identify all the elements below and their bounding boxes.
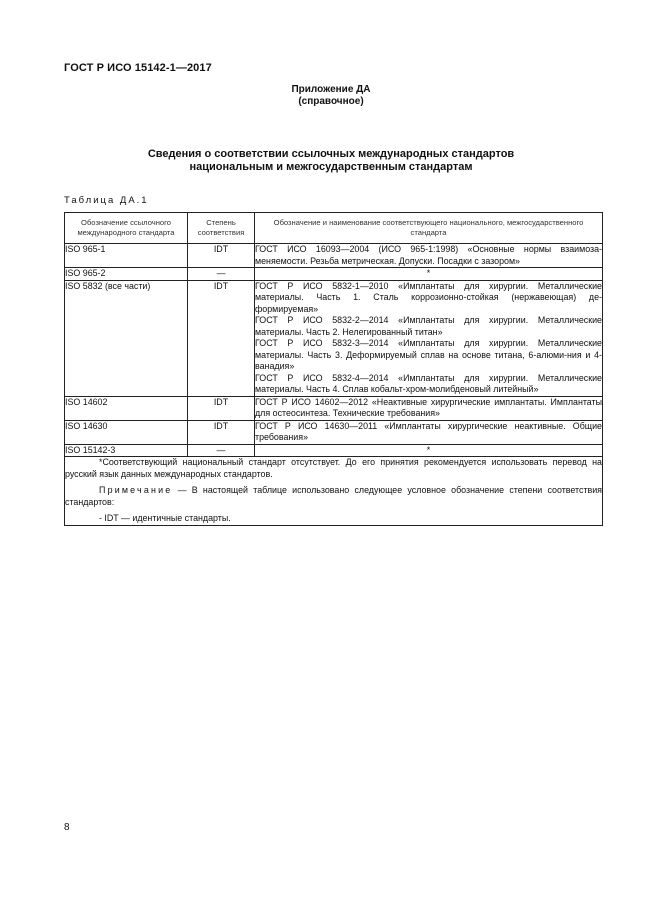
table-row xyxy=(65,280,603,396)
degree-cell: IDT xyxy=(188,420,255,444)
section-title-line-2: национальным и межгосударственным стандартам xyxy=(189,161,473,173)
national-standard-entry: ГОСТ ИСО 16093—2004 (ИСО 965-1:1998) «Основные нормы взаимоза-меняемости. Резьба метрическая. Допуски. Посадки с зазором» xyxy=(255,244,602,266)
national-standard-entry: ГОСТ Р ИСО 5832-4—2014 «Имплантаты для хирургии. Металлические материалы. Часть 4. Сплав кобальт-хром-молибденовый литейный» xyxy=(255,372,602,394)
reference-cell: ISO 965-1 xyxy=(65,244,188,268)
degree-cell: IDT xyxy=(188,396,255,420)
national-cell xyxy=(255,420,603,444)
table-row xyxy=(65,396,603,420)
document-code: ГОСТ Р ИСО 15142-1—2017 xyxy=(64,62,212,74)
reference-cell: ISO 14630 xyxy=(65,420,188,444)
table-header-row xyxy=(65,213,603,244)
table-notes xyxy=(65,457,603,526)
degree-cell: IDT xyxy=(188,244,255,268)
table-label: Таблица ДА.1 xyxy=(64,195,149,206)
reference-cell: ISO 14602 xyxy=(65,396,188,420)
table-row xyxy=(65,244,603,268)
idt-legend: - IDT — идентичные стандарты. xyxy=(99,513,231,523)
header-national-standard: Обозначение и наименование соответствующего национального, межгосударственного стандарта xyxy=(255,213,603,244)
footnote-text: *Соответствующий национальный стандарт отсутствует. До его принятия рекомендуется использовать перевод на русский язык данных международных стандартов. xyxy=(65,457,602,479)
table-row xyxy=(65,420,603,444)
national-standard-entry: ГОСТ Р ИСО 14602—2012 «Неактивные хирургические имплантаты. Имплантаты для остеосинтеза. Технические требования» xyxy=(255,396,602,418)
national-cell xyxy=(255,244,603,268)
header-reference-standard: Обозначение ссылочного международного стандарта xyxy=(65,213,188,244)
appendix-title: Приложение ДА xyxy=(291,84,371,95)
note-heading: Примечание xyxy=(99,485,173,495)
standards-table xyxy=(64,212,603,526)
national-standard-entry: ГОСТ Р ИСО 14630—2011 «Имплантаты хирургические неактивные. Общие требования» xyxy=(255,420,602,442)
table-row xyxy=(65,268,603,281)
table-footer-row xyxy=(65,457,603,526)
reference-cell: ISO 965-2 xyxy=(65,268,188,281)
footnote-marker: * xyxy=(426,444,431,455)
reference-cell: ISO 15142-3 xyxy=(65,444,188,457)
national-standard-entry: ГОСТ Р ИСО 5832-3—2014 «Имплантаты для хирургии. Металлические материалы. Часть 3. Деформируемый сплав на основе титана, 6-алюми-ния и 4-ванадия» xyxy=(255,338,602,371)
section-title xyxy=(64,148,598,174)
appendix-heading xyxy=(64,84,598,108)
national-standard-entry: ГОСТ Р ИСО 5832-1—2010 «Имплантаты для хирургии. Металлические материалы. Часть 1. Сталь коррозионно-стойкая (нержавеющая) де-формируемая» xyxy=(255,280,602,314)
degree-cell: — xyxy=(188,268,255,281)
table-row xyxy=(65,444,603,457)
national-cell xyxy=(255,444,603,457)
section-title-line-1: Сведения о соответствии ссылочных международных стандартов xyxy=(147,148,515,160)
national-cell xyxy=(255,396,603,420)
degree-cell: IDT xyxy=(188,280,255,396)
national-cell xyxy=(255,280,603,396)
page-number: 8 xyxy=(64,822,70,833)
reference-cell: ISO 5832 (все части) xyxy=(65,280,188,396)
note-text: — В настоящей таблице использовано следующее условное обозначение степени соответствия стандартов: xyxy=(65,485,602,507)
appendix-type: (справочное) xyxy=(298,96,364,107)
national-standard-entry: ГОСТ Р ИСО 5832-2—2014 «Имплантаты для хирургии. Металлические материалы. Часть 2. Нелегированный титан» xyxy=(255,315,602,337)
national-cell xyxy=(255,268,603,281)
note-paragraph xyxy=(65,485,602,508)
footnote-marker: * xyxy=(426,268,431,278)
header-degree: Степень соответствия xyxy=(188,213,255,244)
degree-cell: — xyxy=(188,444,255,457)
